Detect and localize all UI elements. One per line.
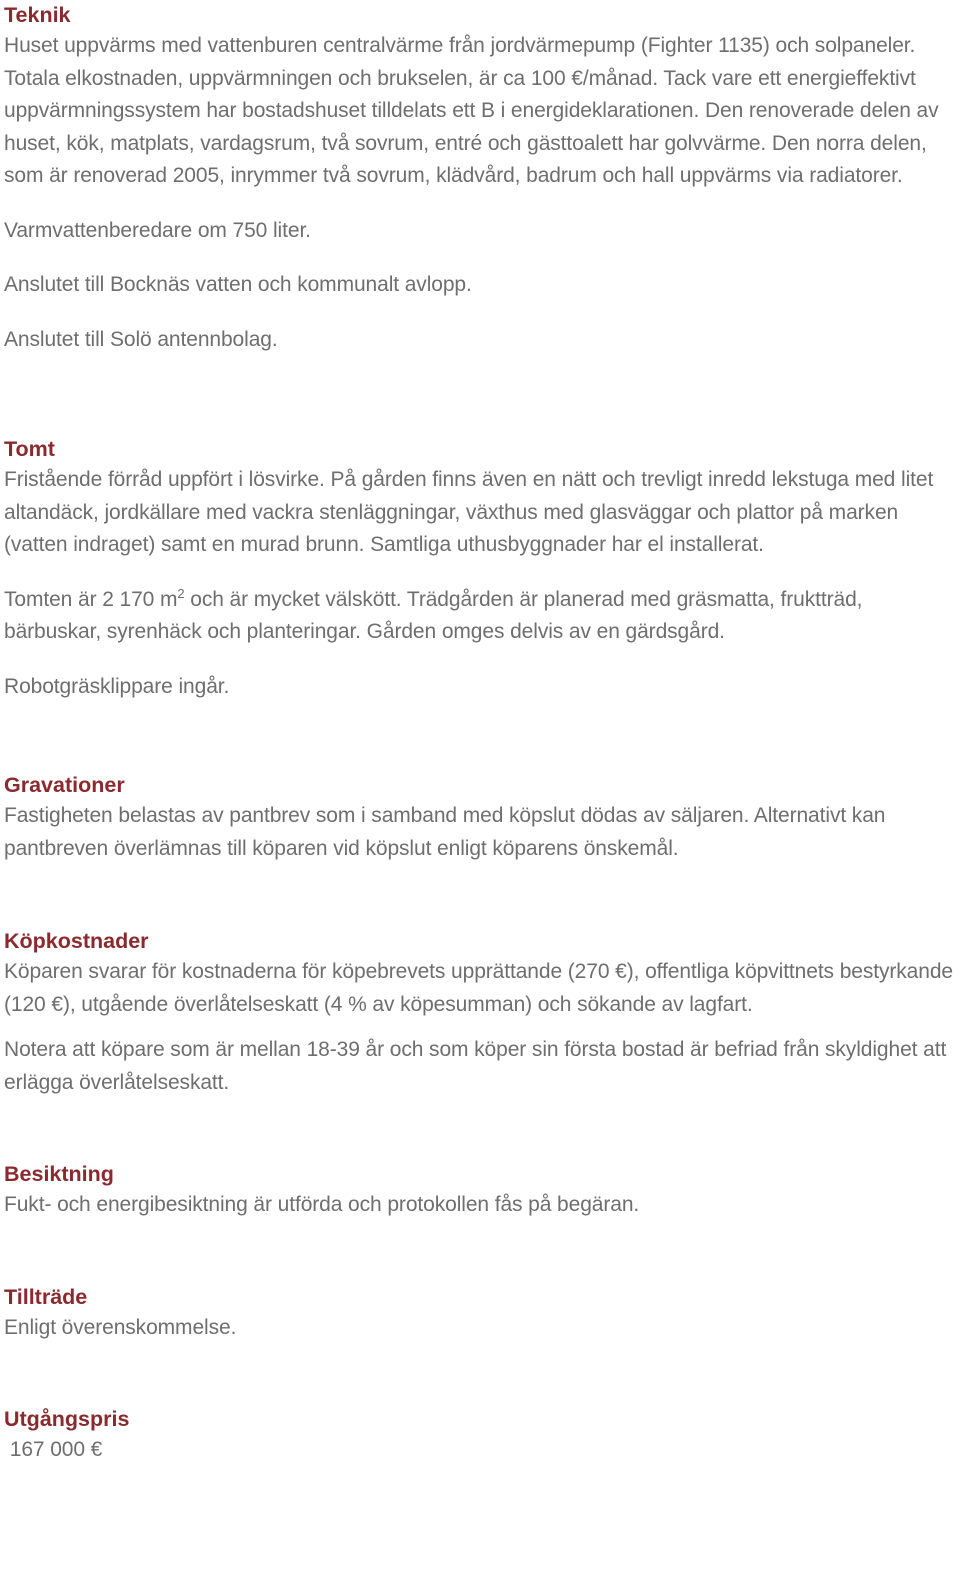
section-tomt (4, 434, 956, 703)
heading-gravationer: Gravationer (4, 773, 125, 797)
heading-tomt: Tomt (4, 437, 55, 461)
teknik-paragraph-4: Anslutet till Solö antennbolag. (4, 327, 278, 351)
heading-kopkostnader: Köpkostnader (4, 929, 149, 953)
section-gravationer (4, 770, 956, 865)
heading-besiktning: Besiktning (4, 1162, 114, 1186)
section-tilltrade (4, 1282, 956, 1345)
section-utgangspris (4, 1404, 956, 1467)
tomt-paragraph-3: Robotgräsklippare ingår. (4, 674, 230, 698)
section-besiktning (4, 1159, 956, 1222)
kopkostnader-paragraph-1: Köparen svarar för kostnaderna för köpebrevets upprättande (270 €), offentliga köpvittnets bestyrkande (120 €), utgående överlåtelseskatt (4 % av köpesumman) och sökande av lagfart. (4, 960, 953, 1016)
gravationer-paragraph-1: Fastigheten belastas av pantbrev som i samband med köpslut dödas av säljaren. Alternativt kan pantbreven överlämnas till köparen vid köpslut enligt köparens önskemål. (4, 804, 886, 860)
heading-teknik: Teknik (4, 3, 71, 27)
heading-utgangspris: Utgångspris (4, 1407, 130, 1431)
tilltrade-paragraph-1: Enligt överenskommelse. (4, 1315, 237, 1339)
heading-tilltrade: Tillträde (4, 1284, 88, 1309)
tomt-area-text: Tomten är 2 170 m (4, 587, 178, 611)
price-value: 167 000 € (4, 1438, 103, 1461)
teknik-paragraph-1: Huset uppvärms med vattenburen centralvärme från jordvärmepump (Fighter 1135) och solpaneler. Totala elkostnaden, uppvärmningen och brukselen, är ca 100 €/månad. Tack vare ett energieffektivt uppvärmningssystem har bostadshuset tilldelats ett B i energideklarationen. Den renoverade delen av huset, kök, matplats, vardagsrum, två sovrum, entré och gästtoalett har golvvärme. Den norra delen, som är renoverad 2005, inrymmer två sovrum, klädvård, badrum och hall uppvärms via radiatorer. (4, 34, 939, 187)
section-kopkostnader (4, 926, 956, 1099)
teknik-paragraph-3: Anslutet till Bocknäs vatten och kommunalt avlopp. (4, 273, 472, 296)
besiktning-paragraph-1: Fukt- och energibesiktning är utförda och protokollen fås på begäran. (4, 1193, 640, 1216)
section-teknik (4, 0, 956, 356)
tomt-paragraph-2 (4, 584, 956, 649)
teknik-paragraph-2: Varmvattenberedare om 750 liter. (4, 218, 311, 242)
tomt-description-text: och är mycket välskött. Trädgården är planerad med gräsmatta, fruktträd, bärbuskar, syrenhäck och planteringar. Gården omges delvis av en gärdsgård. (4, 587, 863, 643)
tomt-area-superscript: 2 (177, 585, 185, 601)
kopkostnader-paragraph-2: Notera att köpare som är mellan 18-39 år och som köper sin första bostad är befriad från skyldighet att erlägga överlåtelseskatt. (4, 1038, 947, 1094)
tomt-paragraph-1: Fristående förråd uppfört i lösvirke. På gården finns även en nätt och trevligt inredd lekstuga med litet altandäck, jordkällare med vackra stenläggningar, växthus med glasväggar och plattor på marken (vatten indraget) samt en murad brunn. Samtliga uthusbyggnader har el installerat. (4, 468, 934, 556)
